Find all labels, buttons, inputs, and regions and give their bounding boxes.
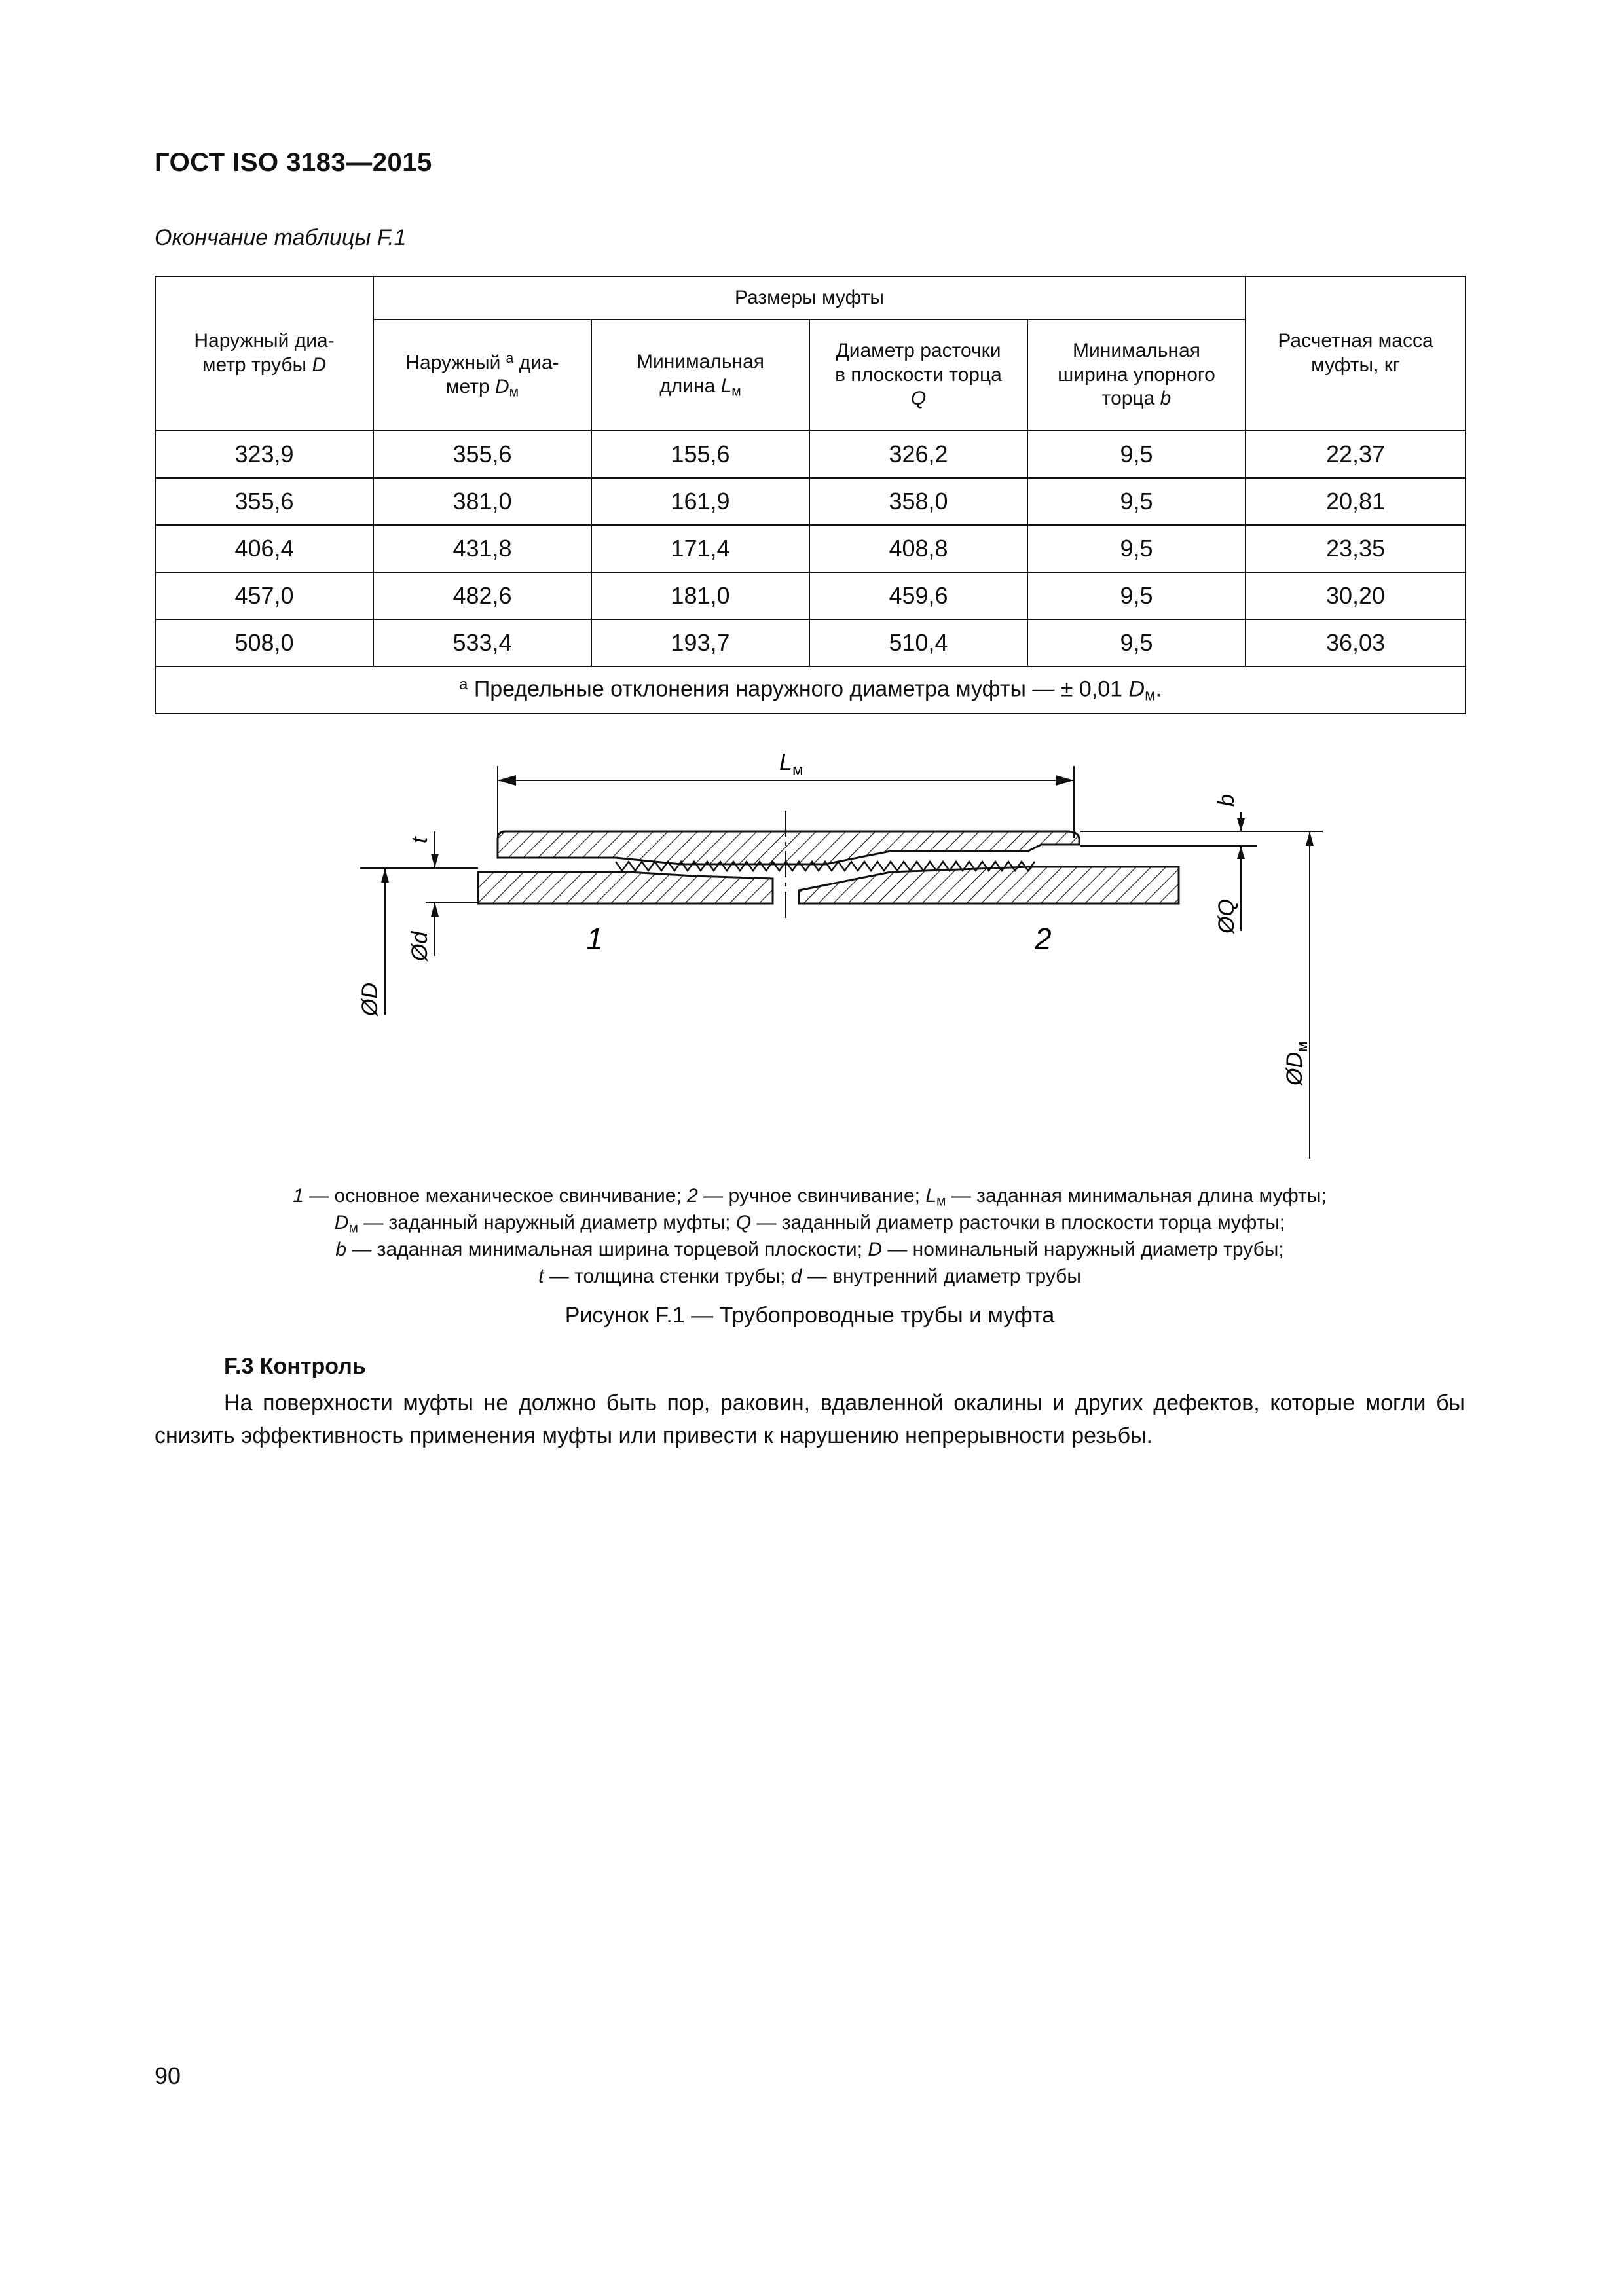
table-cell: 9,5 [1027,572,1246,619]
table-cell: 326,2 [809,431,1027,478]
b-arrow-top [1237,818,1245,831]
coupling-body [498,831,1079,864]
table-cell: 30,20 [1246,572,1466,619]
table-row [155,478,1466,525]
table-cell: 406,4 [155,525,373,572]
table-cell: 171,4 [591,525,809,572]
table-row [155,431,1466,478]
table-cell: 181,0 [591,572,809,619]
coupling-dimensions-table [155,276,1466,714]
header-coupling-mass: Расчетная масса муфты, кг [1246,276,1466,431]
table-cell: 510,4 [809,619,1027,666]
legend-line-3: b — заданная минимальная ширина торцевой плоскости; D — номинальный наружный диаметр трубы; [335,1239,1284,1260]
table-cell: 9,5 [1027,431,1246,478]
table-cell: 358,0 [809,478,1027,525]
table-cell: 36,03 [1246,619,1466,666]
table-cell: 161,9 [591,478,809,525]
header-min-length: Минимальная длина $L_м$ [591,319,809,431]
legend-line-4: t — толщина стенки трубы; d — внутренний диаметр трубы [538,1266,1081,1287]
Dm-label: $ØD_м$ [1282,1041,1311,1085]
table-cell: 533,4 [373,619,591,666]
section-paragraph: На поверхности муфты не должно быть пор, раковин, вдавленной окалины и других дефектов, которые могли бы снизить эффективность применения муфты или привести к нарушению непрерывности резьбы. [155,1391,1465,1448]
table-row [155,525,1466,572]
D-arrow [381,868,389,883]
table-caption: Окончание таблицы F.1 [155,225,407,250]
pipe-2-wall [799,867,1179,903]
Q-label: ØQ [1214,899,1239,934]
table-cell: 23,35 [1246,525,1466,572]
header-shoulder-width: Минимальная ширина упорного торца b [1027,319,1246,431]
d-label: Ød [407,931,432,961]
table-cell: 9,5 [1027,478,1246,525]
b-label: b [1214,794,1239,807]
table-cell: 193,7 [591,619,809,666]
section-title: F.3 Контроль [224,1354,366,1379]
callout-1: 1 [586,922,603,956]
pipe-1-wall [478,872,773,903]
table-cell: 482,6 [373,572,591,619]
table-row [155,619,1466,666]
t-label: t [407,837,432,843]
header-outer-pipe-diameter: Наружный диа- метр трубы D [155,276,373,431]
pipe-coupling-figure [262,733,1349,1172]
lm-arrow-left [498,775,516,786]
d-arrow [431,902,439,917]
callout-2: 2 [1035,922,1052,956]
table-cell: 355,6 [155,478,373,525]
table-cell: 323,9 [155,431,373,478]
legend-line-1: 1 — основное механическое свинчивание; 2 — ручное свинчивание; $L_м$ — заданная минимальная длина муфты; [293,1185,1327,1209]
legend-line-2: $D_м$ — заданный наружный диаметр муфты; Q — заданный диаметр расточки в плоскости торца муфты; [334,1212,1285,1236]
table-footnote: $^a$ Предельные отклонения наружного диаметра муфты — ± 0,01 $D_м$. [155,666,1466,714]
lm-arrow-right [1056,775,1074,786]
t-arrow [431,854,439,868]
table-cell: 155,6 [591,431,809,478]
table-cell: 457,0 [155,572,373,619]
figure-caption: Рисунок F.1 — Трубопроводные трубы и муфта [564,1303,1055,1328]
header-coupling-dimensions: Размеры муфты [373,276,1246,319]
header-coupling-outer-diameter: Наружный $^a$ диа- метр $D_м$ [373,319,591,431]
table-cell: 355,6 [373,431,591,478]
table-cell: 408,8 [809,525,1027,572]
header-bore-diameter: Диаметр расточки в плоскости торца Q [809,319,1027,431]
lm-label: $L_м$ [779,748,803,779]
table-cell: 9,5 [1027,525,1246,572]
table-cell: 508,0 [155,619,373,666]
table-row [155,572,1466,619]
table-cell: 381,0 [373,478,591,525]
page-number: 90 [155,2062,181,2089]
table-cell: 22,37 [1246,431,1466,478]
table-cell: 20,81 [1246,478,1466,525]
D-label: ØD [358,983,382,1016]
table-cell: 431,8 [373,525,591,572]
table-cell: 9,5 [1027,619,1246,666]
document-header: ГОСТ ISO 3183—2015 [155,148,432,177]
Dm-arrow [1306,831,1314,846]
table-cell: 459,6 [809,572,1027,619]
